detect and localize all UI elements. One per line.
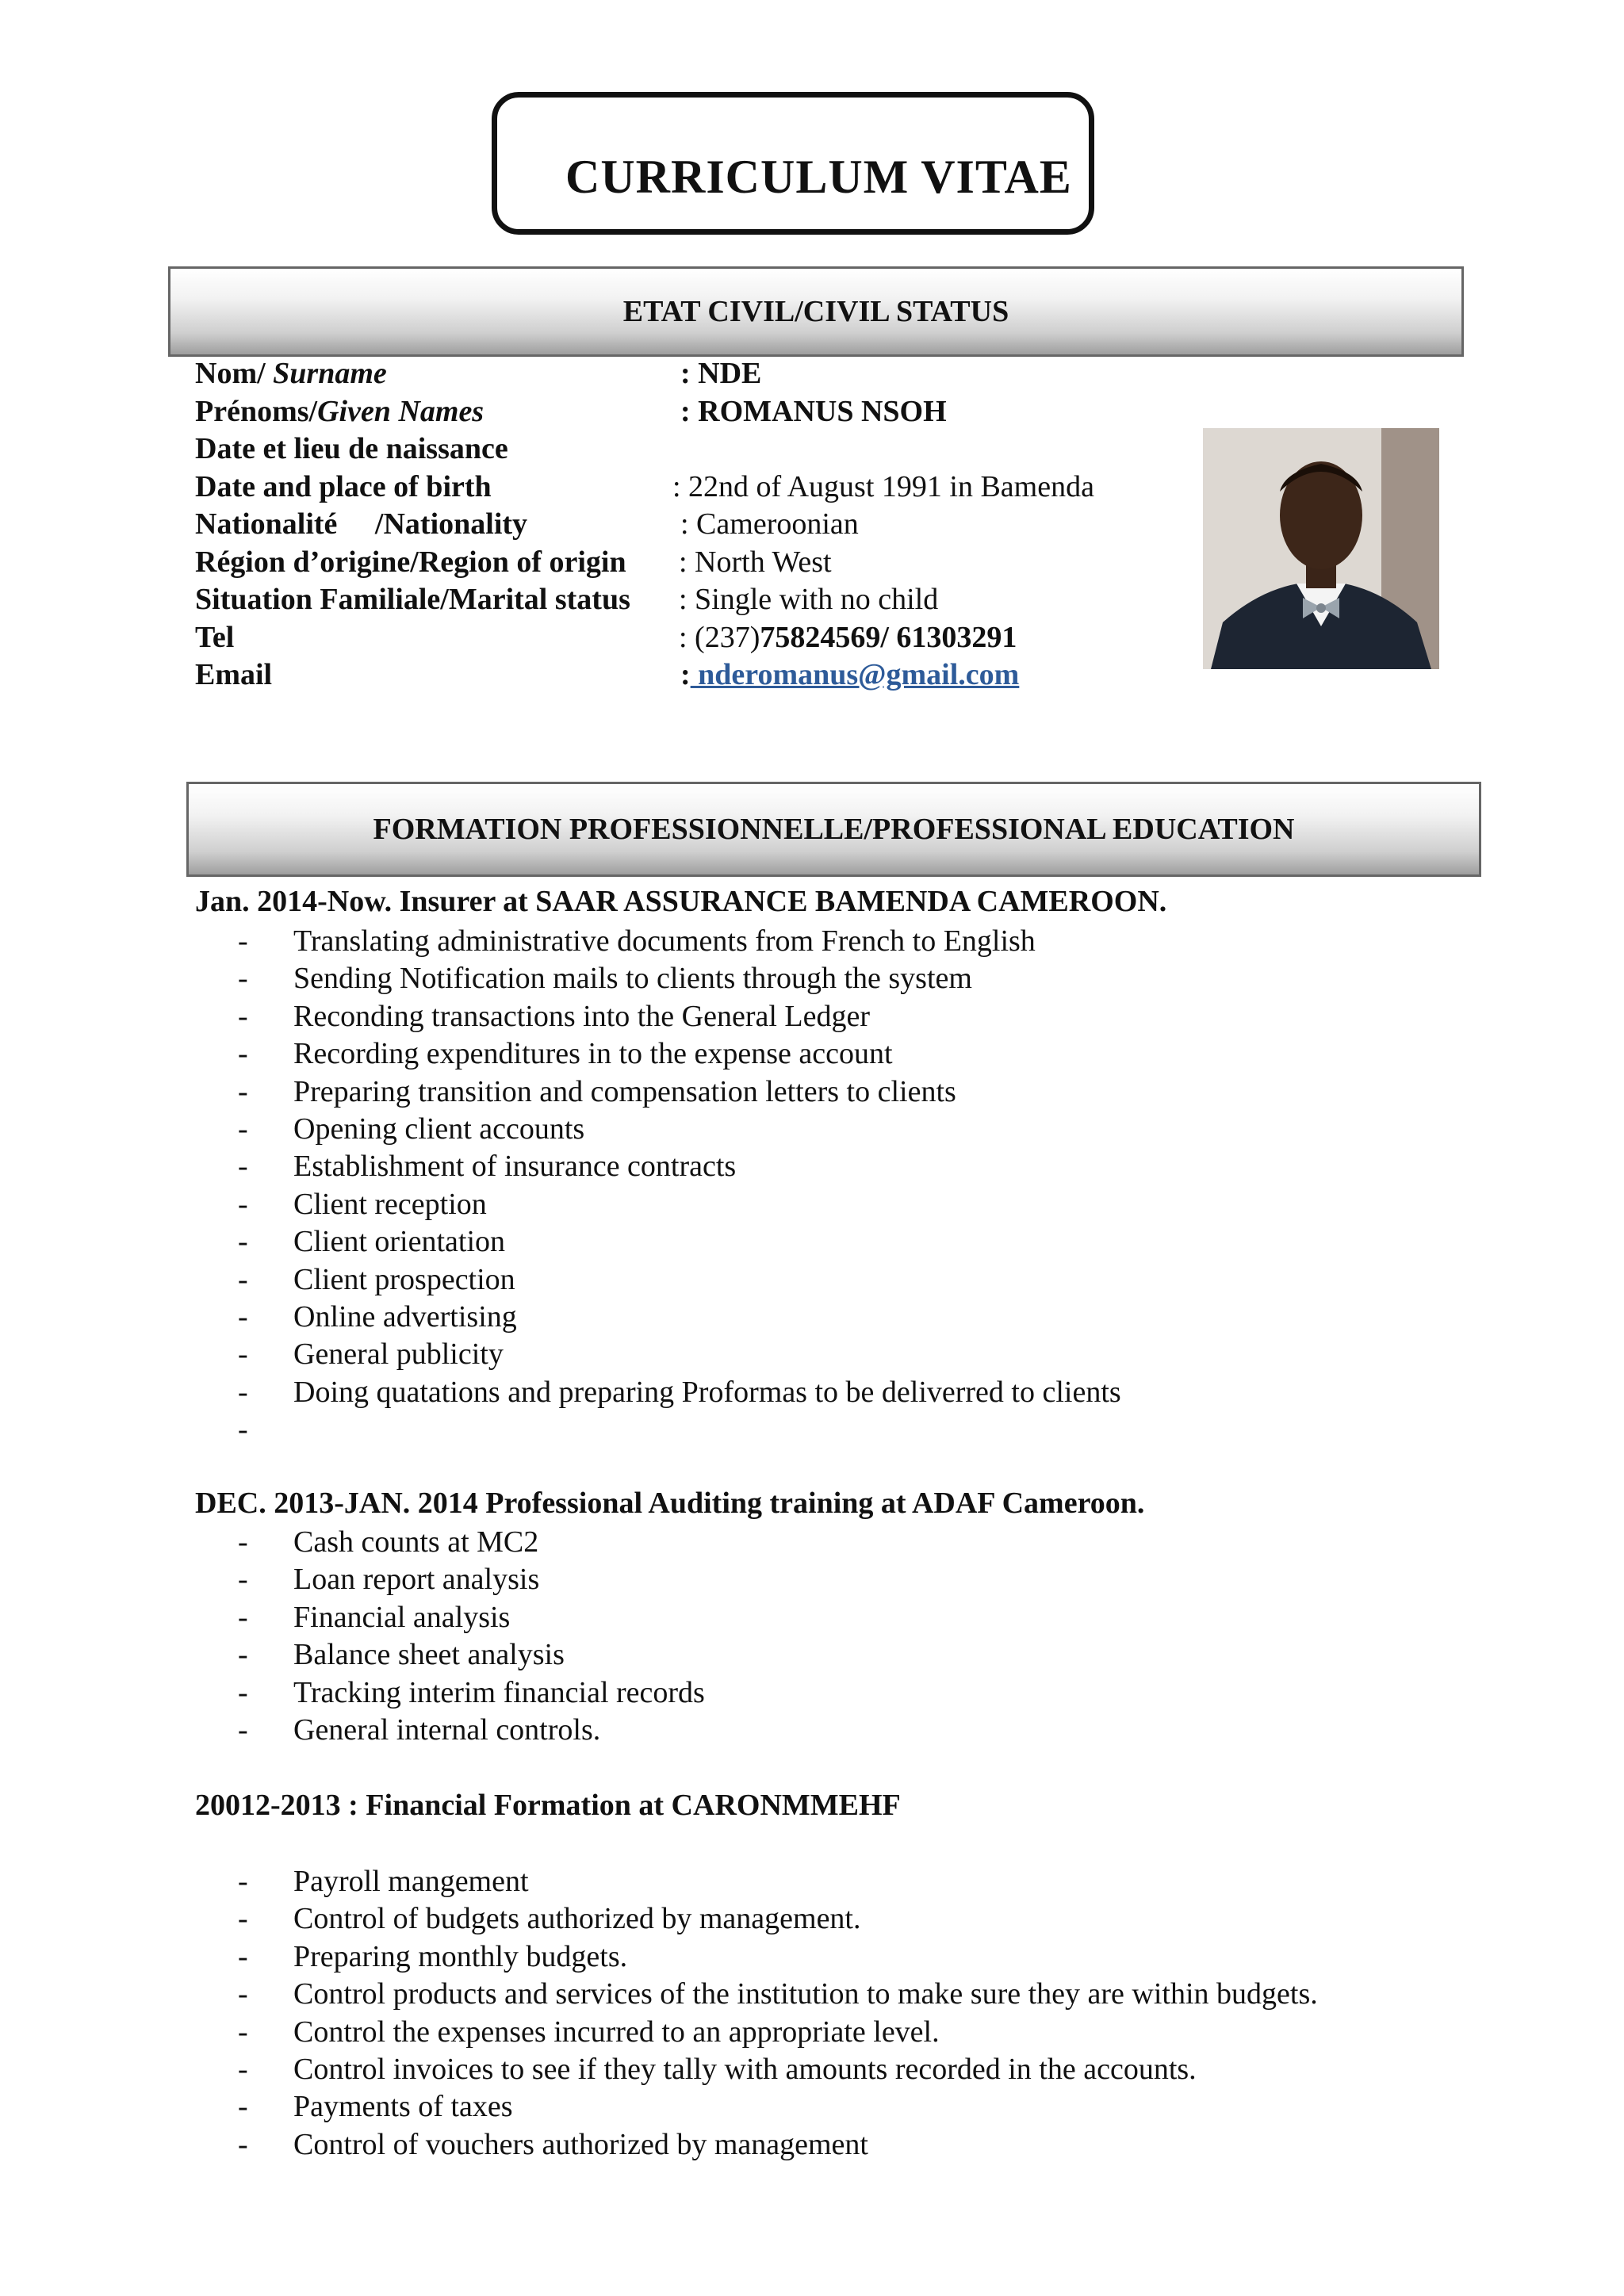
given-names-label: Prénoms/Given Names — [195, 394, 485, 428]
email-link[interactable]: nderomanus@gmail.com — [690, 658, 1020, 691]
cv-page: CURRICULUM VITAE ETAT CIVIL/CIVIL STATUS Nom/ Surname : NDE Prénoms/Given Names : ROMANUS NSOH Date et lieu de naissance Date and place of birth : 22nd of August 1991 in Bamenda Nationalité /Nationality : Cameroonian Région d’origine/Region of origin : North West Situation Familiale/Marital status : Single with no child Tel : (237)75824569/ 61303291 Email : nderomanus@gmail.com FORMATION PROFESSIONNELLE/PROFESSIONAL EDUCATION Jan. 2014-Now. Insurer at SAAR ASSURANCE BAMENDA CAMEROON. - Translating administrative documents from French to English - Sending Notification mails to clients through the system - Reconding transactions into the General Ledger - Recording expenditures in to the expense account - Preparing transition and compensation letters to clients - Opening client accounts - Establishment of insurance contracts - Client reception - Client orientation - Client prospection - Online advertising - General publicity - Doing quatations and preparing Proformas to be deliverred to clients - DEC. 2013-JAN. 2014 Professional Auditing training at ADAF Cameroon. - Cash counts at MC2 - Loan report analysis - Financial analysis - Balance sheet analysis - Tracking interim financial records - General internal controls. 20012-2013 : Financial Formation at CARONMMEHF - Payroll mangement - Control of budgets authorized by management. - Preparing monthly budgets. - Control products and services of the institution to make sure they are within budgets. - Control the expenses incurred to an appropriate level. - Control invoices to see if they tally with amounts recorded in the accounts. - Payments of taxes - Control of vouchers authorized by management — [0, 0, 1624, 2296]
job-2-title: DEC. 2013-JAN. 2014 Professional Auditing training at ADAF Cameroon. — [195, 1487, 1145, 1520]
birth-label-fr-row — [195, 430, 1226, 469]
nationality-value: : Cameroonian — [680, 507, 859, 541]
profile-photo — [1203, 428, 1439, 669]
region-value: : North West — [679, 545, 832, 579]
nationality-label: Nationalité /Nationality — [195, 507, 528, 541]
birth-label-fr: Date et lieu de naissance — [195, 432, 508, 465]
civil-status-heading: ETAT CIVIL/CIVIL STATUS — [622, 295, 1009, 328]
job-1-title: Jan. 2014-Now. Insurer at SAAR ASSURANCE BAMENDA CAMEROON. — [195, 885, 1167, 918]
given-names-value: : ROMANUS NSOH — [680, 394, 947, 428]
education-heading: FORMATION PROFESSIONNELLE/PROFESSIONAL EDUCATION — [373, 813, 1295, 846]
email-value: : nderomanus@gmail.com — [680, 658, 1020, 691]
tel-value: : (237)75824569/ 61303291 — [679, 620, 1017, 654]
marital-row — [195, 581, 1226, 619]
region-label: Région d’origine/Region of origin — [195, 545, 626, 579]
email-label: Email — [195, 658, 273, 691]
surname-label: Nom/ Surname — [195, 357, 387, 390]
given-names-row — [195, 393, 1226, 431]
civil-status-header — [168, 266, 1464, 357]
tel-label: Tel — [195, 620, 235, 654]
education-header — [186, 782, 1481, 877]
nationality-row — [195, 506, 1226, 544]
job-3-title: 20012-2013 : Financial Formation at CARONMMEHF — [195, 1789, 901, 1822]
birth-label-en: Date and place of birth — [195, 469, 492, 503]
surname-value: : NDE — [680, 357, 762, 390]
marital-value: : Single with no child — [679, 583, 939, 616]
tel-row — [195, 619, 1226, 657]
region-row — [195, 544, 1226, 582]
email-row — [195, 656, 1226, 695]
surname-row — [195, 355, 1226, 393]
marital-label: Situation Familiale/Marital status — [195, 583, 630, 616]
title-box — [492, 92, 1094, 235]
civil-status-list — [195, 355, 1226, 695]
document-title: CURRICULUM VITAE — [565, 151, 1072, 203]
birth-row — [195, 469, 1226, 507]
birth-value: : 22nd of August 1991 in Bamenda — [672, 469, 1094, 503]
